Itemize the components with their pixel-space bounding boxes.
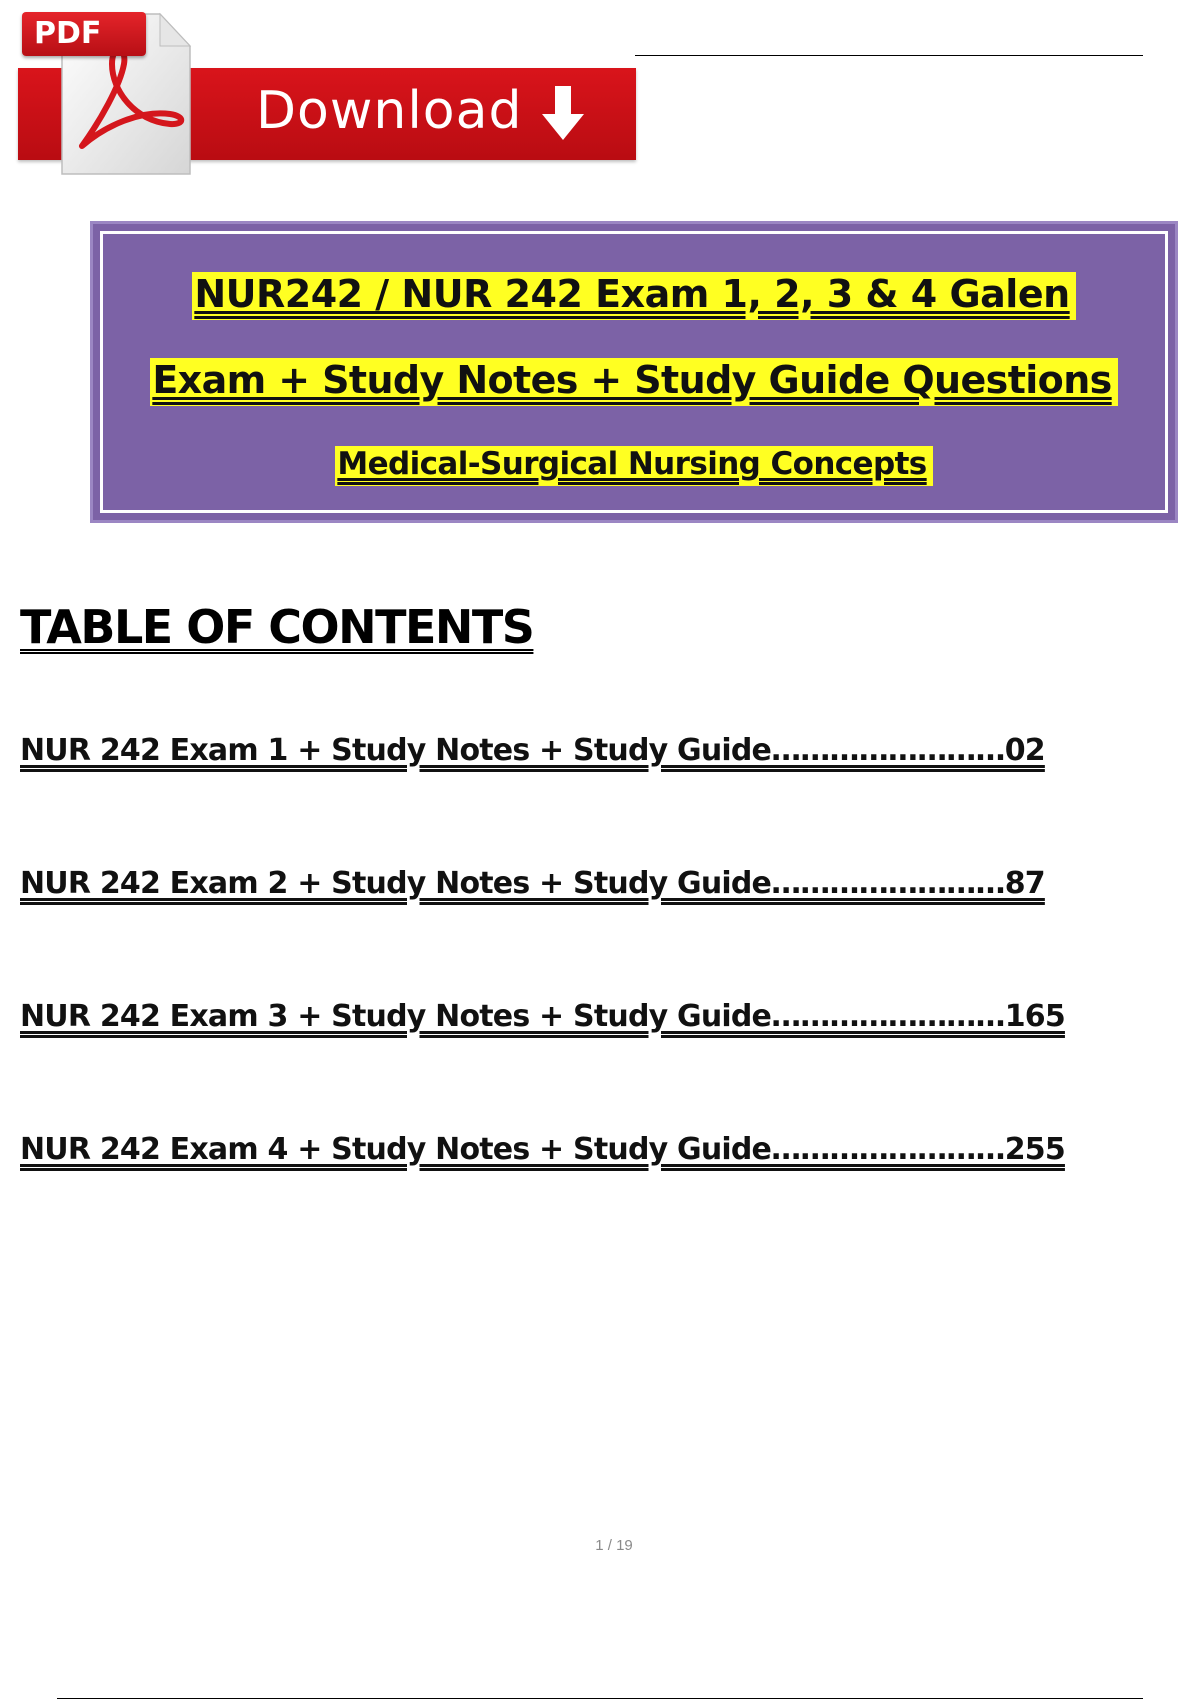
toc-heading: TABLE OF CONTENTS [20,600,534,654]
title-line-3 [93,446,1175,482]
download-label: Download [256,81,523,141]
title-line-2-text: Exam + Study Notes + Study Guide Questions [150,358,1117,406]
header-rule [635,55,1143,56]
title-line-3-text: Medical-Surgical Nursing Concepts [335,446,932,486]
toc-entry-exam-1[interactable]: NUR 242 Exam 1 + Study Notes + Study Guide……………………02 [20,733,1045,768]
title-line-1 [93,272,1175,316]
title-line-2 [93,358,1175,402]
pdf-download-button[interactable] [0,0,640,180]
document-title-box [90,221,1178,523]
title-line-1-text: NUR242 / NUR 242 Exam 1, 2, 3 & 4 Galen [192,272,1075,320]
pdf-badge-label: PDF [34,16,102,51]
toc-entry-exam-4[interactable]: NUR 242 Exam 4 + Study Notes + Study Guide……………………255 [20,1132,1065,1167]
page-indicator: 1 / 19 [595,1537,633,1554]
toc-entry-exam-3[interactable]: NUR 242 Exam 3 + Study Notes + Study Guide……………………165 [20,999,1065,1034]
footer-rule [57,1698,1143,1699]
download-arrow-icon [538,86,588,142]
toc-entry-exam-2[interactable]: NUR 242 Exam 2 + Study Notes + Study Guide……………………87 [20,866,1045,901]
